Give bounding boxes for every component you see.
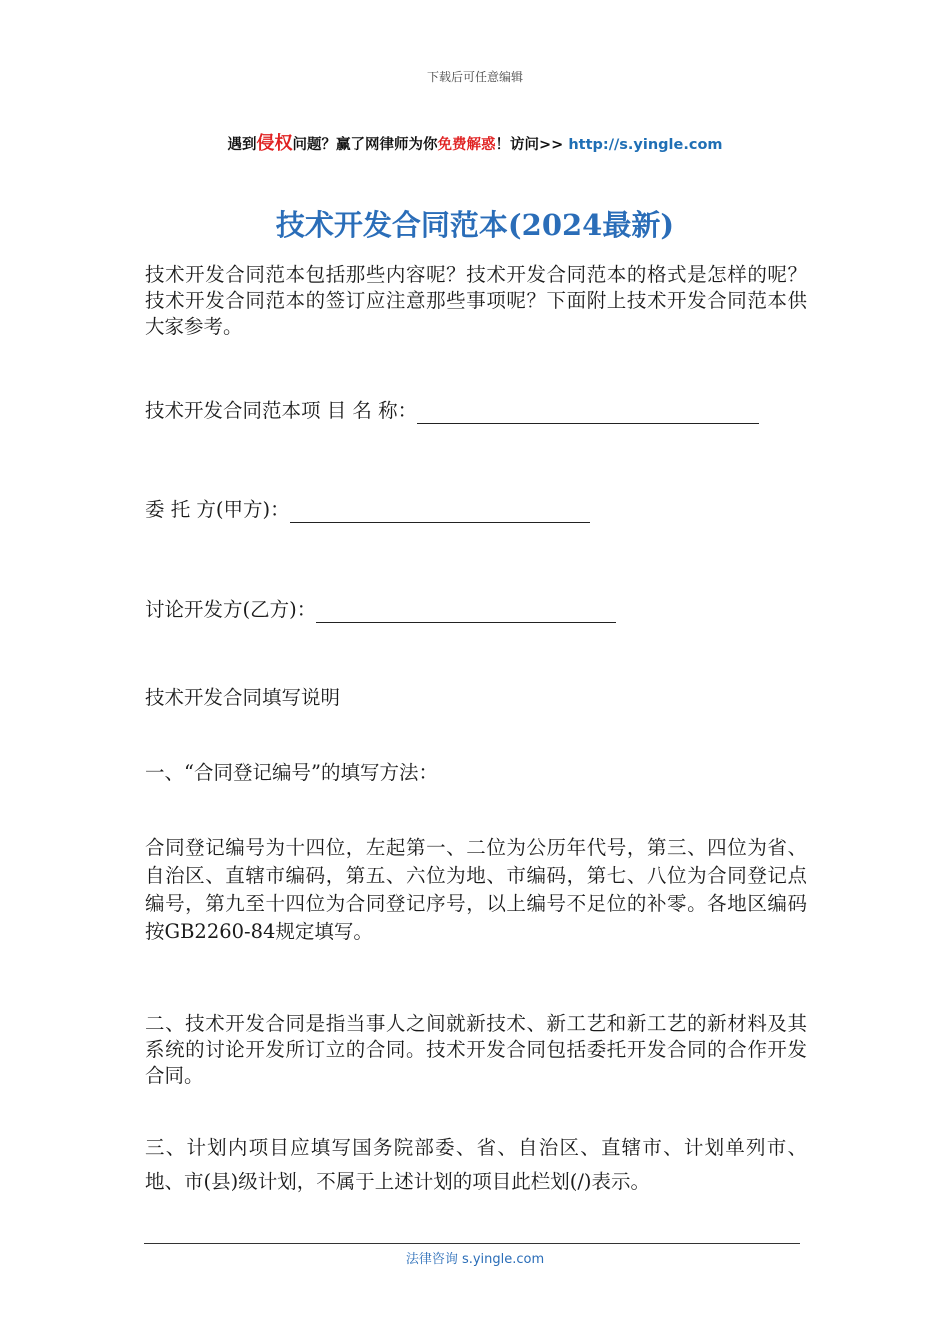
instructions-title: 技术开发合同填写说明: [145, 686, 341, 709]
client-field: [145, 497, 807, 523]
project-name-field: [145, 398, 807, 424]
banner-text-3: ！访问>>: [495, 137, 569, 153]
banner-highlight-free: 免费解惑: [437, 137, 496, 153]
project-name-blank[interactable]: [417, 403, 759, 424]
header-note: 下载后可任意编辑: [426, 70, 523, 84]
section-2-body: 二、技术开发合同是指当事人之间就新技术、新工艺和新工艺的新材料及其系统的讨论开发所订立的合同。技术开发合同包括委托开发合同的合作开发合同。: [145, 1012, 807, 1087]
client-label: 委 托 方(甲方)：: [145, 498, 290, 521]
section-3-body: 三、计划内项目应填写国务院部委、省、自治区、直辖市、计划单列市、地、市(县)级计划，不属于上述计划的项目此栏划(/)表示。: [145, 1136, 807, 1193]
footer-text[interactable]: 法律咨询 s.yingle.com: [405, 1252, 545, 1267]
banner: [0, 129, 950, 155]
footer-divider: [144, 1243, 800, 1244]
developer-label: 讨论开发方(乙方)：: [145, 598, 317, 621]
project-name-label: 技术开发合同范本项 目 名 称：: [145, 399, 418, 422]
intro-paragraph: 技术开发合同范本包括那些内容呢？技术开发合同范本的格式是怎样的呢？技术开发合同范本的签订应注意那些事项呢？下面附上技术开发合同范本供大家参考。: [145, 263, 807, 338]
banner-text-2: 问题？赢了网律师为你: [292, 137, 438, 153]
client-blank[interactable]: [290, 502, 590, 523]
banner-highlight-infringement: 侵权: [256, 133, 293, 154]
developer-field: [145, 597, 807, 623]
developer-blank[interactable]: [316, 602, 616, 623]
banner-link[interactable]: http://s.yingle.com: [568, 137, 723, 153]
document-title: 技术开发合同范本(2024最新): [275, 208, 675, 242]
banner-text-1: 遇到: [227, 137, 257, 153]
section-1-title: 一、“合同登记编号”的填写方法：: [145, 761, 438, 784]
section-1-body: 合同登记编号为十四位，左起第一、二位为公历年代号，第三、四位为省、自治区、直辖市编码，第五、六位为地、市编码，第七、八位为合同登记点编号，第九至十四位为合同登记序号，以上编号不足位的补零。各地区编码按GB2260-84规定填写。: [145, 836, 807, 943]
